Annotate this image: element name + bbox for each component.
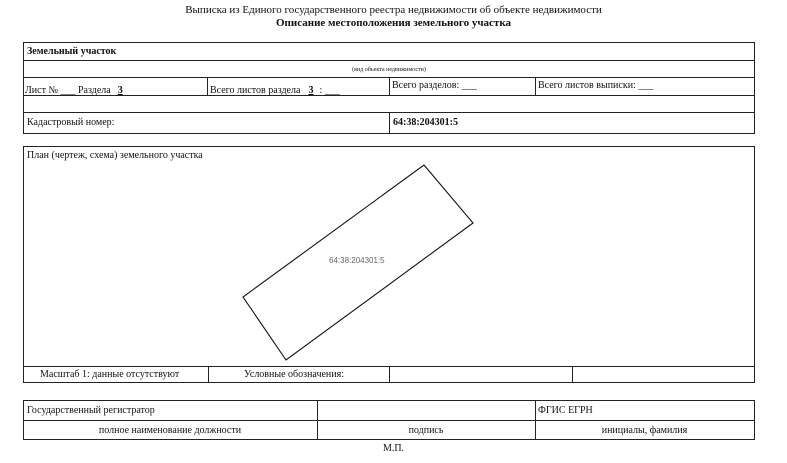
section-subtitle: (вид объекта недвижимости) bbox=[352, 67, 426, 73]
cadastral-number: 64:38:204301:5 bbox=[393, 117, 458, 128]
stamp-label: М.П. bbox=[382, 443, 405, 454]
parcel-drawing bbox=[24, 147, 754, 366]
total-sheets-cell bbox=[210, 80, 340, 98]
position-caption: полное наименование должности bbox=[98, 425, 242, 436]
legend-label: Условные обозначения: bbox=[244, 369, 345, 380]
section-value: 3 bbox=[117, 85, 123, 96]
total-sheets-label: Всего листов раздела bbox=[210, 85, 301, 96]
section-title: Земельный участок bbox=[27, 46, 117, 57]
registrar-label: Государственный регистратор bbox=[27, 405, 155, 416]
sheet-number-cell bbox=[25, 80, 123, 98]
cadastral-label: Кадастровый номер: bbox=[27, 117, 115, 128]
total-sheets-suffix: : ___ bbox=[319, 85, 340, 96]
total-extract-sheets: Всего листов выписки: ___ bbox=[538, 80, 654, 91]
name-caption: инициалы, фамилия bbox=[601, 425, 688, 436]
parcel-label: 64:38:204301:5 bbox=[329, 256, 385, 265]
document-title: Выписка из Единого государственного реестра недвижимости об объекте недвижимости bbox=[185, 4, 602, 16]
plan-title: План (чертеж, схема) земельного участка bbox=[27, 150, 203, 161]
system-label: ФГИС ЕГРН bbox=[538, 405, 593, 416]
scale-text: Масштаб 1: данные отсутствуют bbox=[40, 369, 180, 380]
document-subtitle: Описание местоположения земельного участка bbox=[275, 17, 512, 29]
total-sheets-value: 3 bbox=[308, 85, 314, 96]
total-sections: Всего разделов: ___ bbox=[392, 80, 477, 91]
signature-caption: подпись bbox=[408, 425, 444, 436]
sheet-label: Лист № ___ Раздела bbox=[25, 85, 111, 96]
